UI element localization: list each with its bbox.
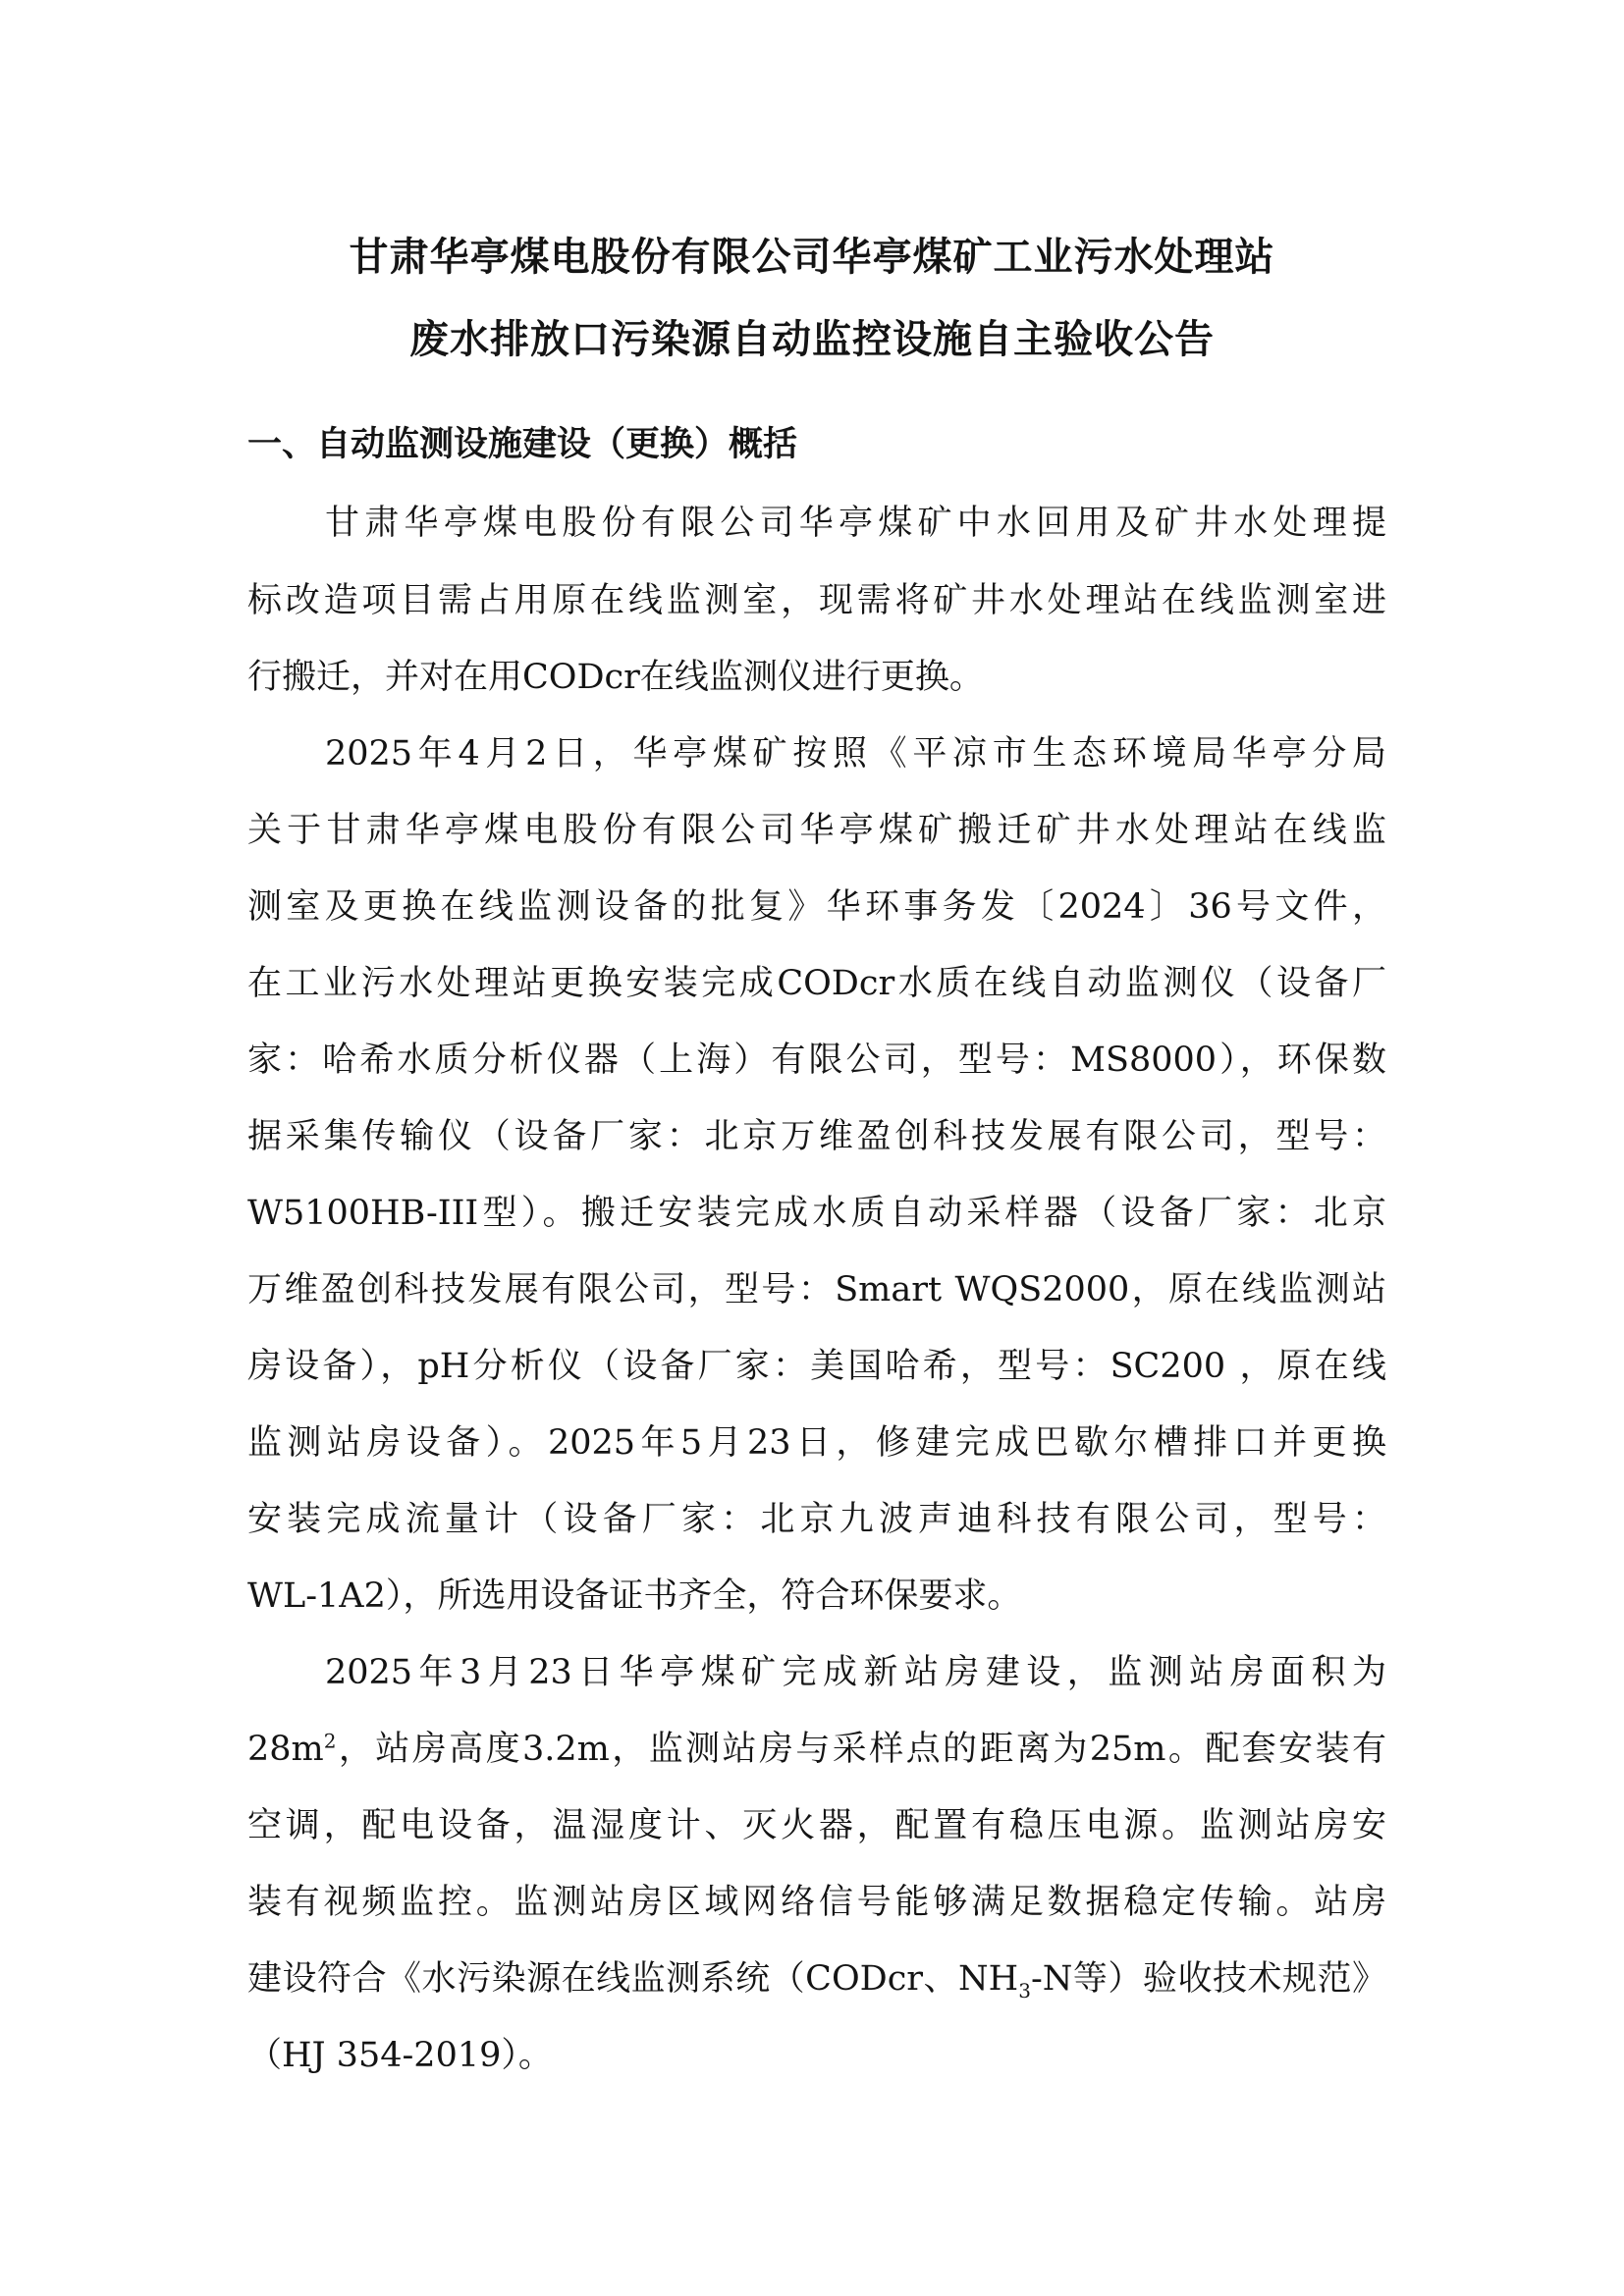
paragraph-2-line-7: W5100HB-III型）。搬迁安装完成水质自动采样器（设备厂家：北京 [247, 1194, 1386, 1233]
paragraph-2-line-6: 据采集传输仪（设备厂家：北京万维盈创科技发展有限公司，型号： [247, 1117, 1386, 1156]
paragraph-2-line-12: WL-1A2），所选用设备证书齐全，符合环保要求。 [247, 1576, 1022, 1616]
document-title-line-1: 甘肃华亭煤电股份有限公司华亭煤矿工业污水处理站 [349, 235, 1275, 280]
paragraph-2-line-11: 安装完成流量计（设备厂家：北京九波声迪科技有限公司，型号： [247, 1500, 1386, 1539]
paragraph-3-line-4: 装有视频监控。监测站房区域网络信号能够满足数据稳定传输。站房 [247, 1883, 1386, 1922]
standard-name-end: -N等）验收技术规范》 [1030, 1959, 1386, 1999]
paragraph-3-line-1: 2025年3月23日华亭煤矿完成新站房建设，监测站房面积为 [325, 1653, 1386, 1692]
nh3-subscript: 3 [1018, 1979, 1031, 2002]
paragraph-1-line-3: 行搬迁，并对在用CODcr在线监测仪进行更换。 [247, 658, 984, 697]
paragraph-2-line-9: 房设备），pH分析仪（设备厂家：美国哈希，型号：SC200 ，原在线 [247, 1347, 1386, 1386]
paragraph-2-line-5: 家：哈希水质分析仪器（上海）有限公司，型号：MS8000），环保数 [247, 1041, 1386, 1080]
paragraph-3-line-2-text: ，站房高度3.2m，监测站房与采样点的距离为25m。配套安装有 [336, 1730, 1386, 1769]
area-superscript: 2 [323, 1729, 337, 1753]
paragraph-3-line-3: 空调，配电设备，温湿度计、灭火器，配置有稳压电源。监测站房安 [247, 1806, 1386, 1845]
standard-name-start: 建设符合《水污染源在线监测系统（CODcr、NH [247, 1959, 1019, 1999]
paragraph-2-line-1: 2025年4月2日，华亭煤矿按照《平凉市生态环境局华亭分局 [325, 734, 1386, 774]
paragraph-2-line-4: 在工业污水处理站更换安装完成CODcr水质在线自动监测仪（设备厂 [247, 964, 1386, 1003]
paragraph-2-line-3: 测室及更换在线监测设备的批复》华环事务发〔2024〕36号文件， [247, 887, 1386, 927]
paragraph-1-line-2: 标改造项目需占用原在线监测室，现需将矿井水处理站在线监测室进 [247, 581, 1386, 620]
paragraph-2-line-8: 万维盈创科技发展有限公司，型号：Smart WQS2000，原在线监测站 [247, 1270, 1386, 1309]
paragraph-3-line-2 [247, 1720, 1386, 1779]
document-title-line-2: 废水排放口污染源自动监控设施自主验收公告 [409, 317, 1215, 362]
area-value: 28m [247, 1730, 324, 1769]
paragraph-3-line-5 [247, 1949, 1386, 2008]
paragraph-2-line-10: 监测站房设备）。2025年5月23日，修建完成巴歇尔槽排口并更换 [247, 1423, 1386, 1463]
paragraph-3-line-6: （HJ 354-2019）。 [247, 2036, 553, 2075]
paragraph-1-line-1: 甘肃华亭煤电股份有限公司华亭煤矿中水回用及矿井水处理提 [325, 504, 1386, 543]
paragraph-2-line-2: 关于甘肃华亭煤电股份有限公司华亭煤矿搬迁矿井水处理站在线监 [247, 811, 1386, 850]
section-heading: 一、自动监测设施建设（更换）概括 [247, 425, 798, 464]
